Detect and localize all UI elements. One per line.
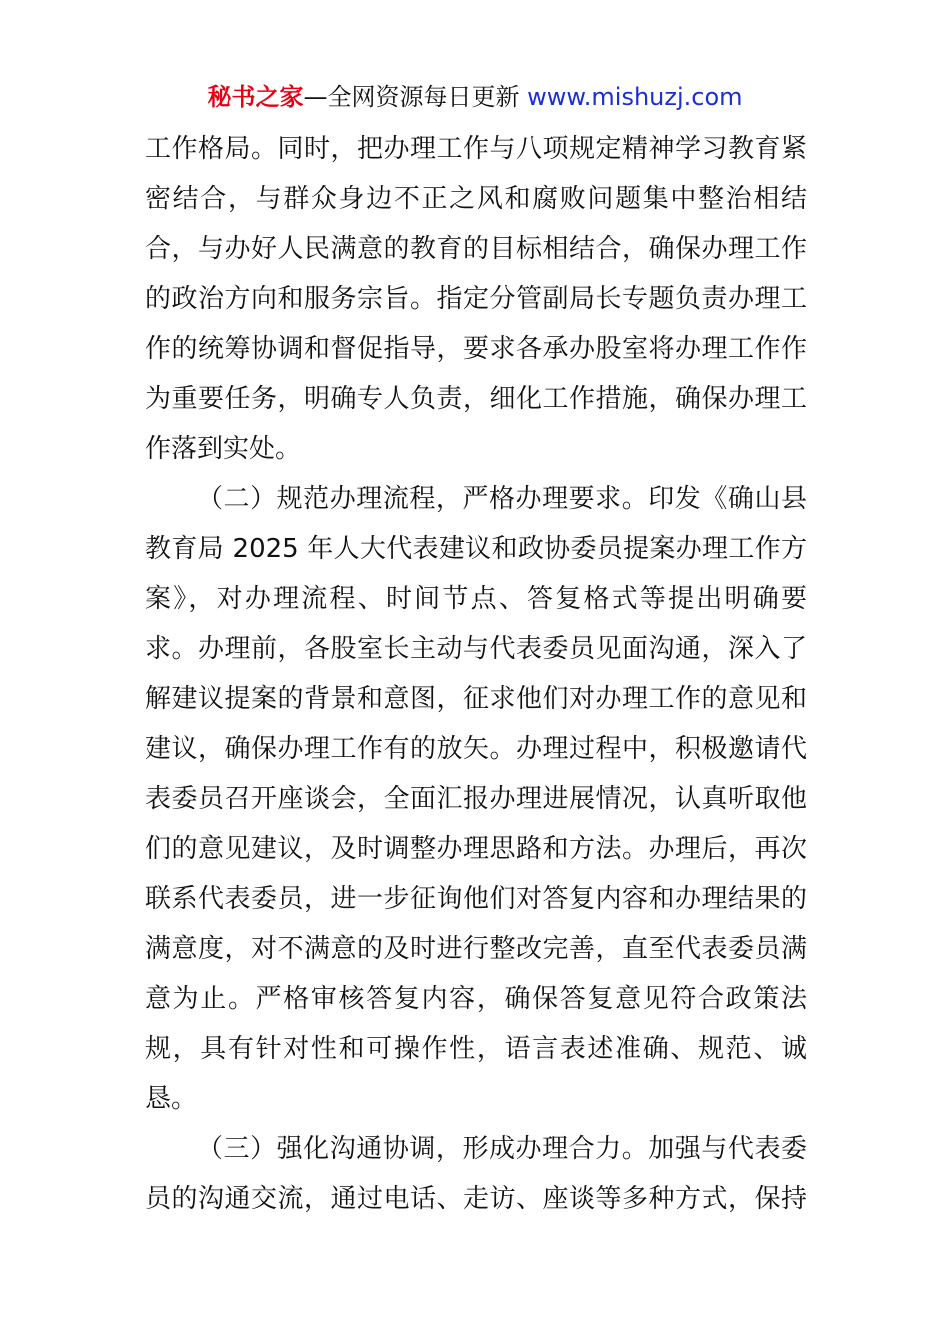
text-line: 解建议提案的背景和意图，征求他们对办理工作的意见和: [145, 684, 807, 714]
site-brand: 秘书之家: [207, 83, 304, 111]
text-line: 作落到实处。: [145, 434, 302, 464]
text-line: 为重要任务，明确专人负责，细化工作措施，确保办理工: [145, 384, 807, 414]
site-slogan: —全网资源每日更新: [303, 83, 528, 111]
text-line: 作的统筹协调和督促指导，要求各承办股室将办理工作作: [145, 334, 807, 364]
text-line: 密结合，与群众身边不正之风和腐败问题集中整治相结: [145, 184, 807, 214]
text-line: 教育局 2025 年人大代表建议和政协委员提案办理工作方: [145, 534, 807, 564]
text-line: 工作格局。同时，把办理工作与八项规定精神学习教育紧: [145, 134, 807, 164]
text-line: 员的沟通交流，通过电话、走访、座谈等多种方式，保持: [145, 1184, 807, 1214]
site-url-link[interactable]: www.mishuzj.com: [527, 83, 743, 111]
text-line: 建议，确保办理工作有的放矢。办理过程中，积极邀请代: [145, 734, 807, 764]
site-header: [0, 80, 950, 114]
text-line: 合，与办好人民满意的教育的目标相结合，确保办理工作: [145, 234, 807, 264]
text-line: 们的意见建议，及时调整办理思路和方法。办理后，再次: [145, 834, 807, 864]
text-line: 规，具有针对性和可操作性，语言表述准确、规范、诚: [145, 1034, 807, 1064]
text-line: 的政治方向和服务宗旨。指定分管副局长专题负责办理工: [145, 284, 807, 314]
section-heading-line: （三）强化沟通协调，形成办理合力。加强与代表委: [197, 1134, 807, 1164]
text-line: 满意度，对不满意的及时进行整改完善，直至代表委员满: [145, 934, 807, 964]
text-line: 联系代表委员，进一步征询他们对答复内容和办理结果的: [145, 884, 807, 914]
text-line: 求。办理前，各股室长主动与代表委员见面沟通，深入了: [145, 634, 807, 664]
section-heading-line: （二）规范办理流程，严格办理要求。印发《确山县: [197, 484, 807, 514]
text-line: 案》，对办理流程、时间节点、答复格式等提出明确要: [145, 584, 807, 614]
text-line: 意为止。严格审核答复内容，确保答复意见符合政策法: [145, 984, 807, 1014]
document-body: [145, 124, 807, 1224]
text-line: 表委员召开座谈会，全面汇报办理进展情况，认真听取他: [145, 784, 807, 814]
text-line: 恳。: [145, 1084, 198, 1114]
